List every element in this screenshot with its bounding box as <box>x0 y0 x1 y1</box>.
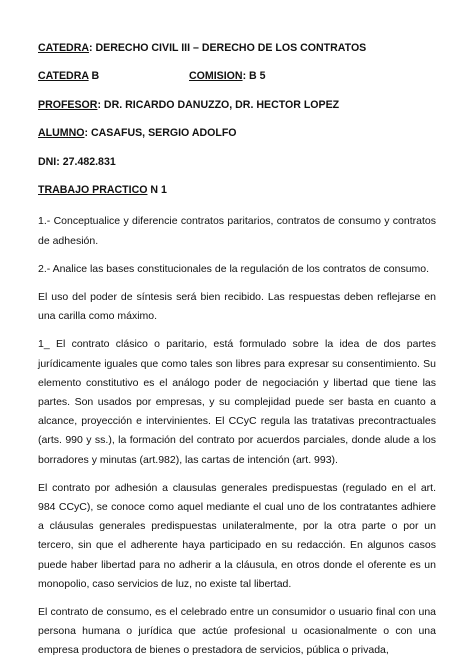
catedra-line <box>38 42 436 55</box>
comision-label: COMISION <box>189 70 243 83</box>
trabajo-value: N 1 <box>147 183 167 196</box>
profesor-value: : DR. RICARDO DANUZZO, DR. HECTOR LOPEZ <box>97 98 340 111</box>
answer-adhesion: El contrato por adhesión a clausulas generales predispuestas (regulado en el art. 984 CCyC), se conoce como aquel mediante el cual uno de los contratantes adhiere a cláusulas generales predispuestas unilateralmente, por la otra parte o por un tercero, sin que el adherente haya participado en su redacción. En algunos casos puede haber libertad para no adherir a la cláusula, en otros donde el oferente es un monopolio, caso servicios de luz, no existe tal libertad. <box>38 481 436 590</box>
catedra-value: : DERECHO CIVIL III – DERECHO DE LOS CONTRATOS <box>89 42 367 54</box>
catedra-label: CATEDRA <box>38 42 90 54</box>
document-page <box>38 42 436 661</box>
trabajo-label: TRABAJO PRACTICO <box>38 183 148 196</box>
alumno-line <box>38 127 436 140</box>
catedra-b-label: CATEDRA <box>38 70 89 83</box>
profesor-label: PROFESOR <box>38 98 98 111</box>
profesor-line <box>38 99 436 112</box>
comision-value: : B 5 <box>242 70 266 83</box>
question-2: 2.- Analice las bases constitucionales de la regulación de los contratos de consumo. <box>38 262 430 275</box>
synthesis-note: El uso del poder de síntesis será bien recibido. Las respuestas deben reflejarse en una carilla como máximo. <box>38 290 436 323</box>
trabajo-practico-line <box>38 184 436 197</box>
dni-line: DNI: 27.482.831 <box>38 155 116 168</box>
answer-consumo: El contrato de consumo, es el celebrado entre un consumidor o usuario final con una persona humana o jurídica que actúe profesional u ocasionalmente o con una empresa productora de bienes o prestadora de servicios, pública o privada, <box>38 606 436 657</box>
answer-paritario: 1_ El contrato clásico o paritario, está formulado sobre la idea de dos partes jurídicamente iguales que como tales son libres para expresar su consentimiento. Su elemento constitutivo es el análogo poder de negociación y libertad que tiene las partes. Son usados por empresas, y su complejidad puede ser basta en cuanto a alcance, proyección e intervinientes. El CCyC regula las tratativas precontractuales (arts. 990 y ss.), la formación del contrato por acuerdos parciales, donde alude a los borradores y minutas (art.982), las cartas de intención (art. 993). <box>38 338 436 466</box>
alumno-value: : CASAFUS, SERGIO ADOLFO <box>84 127 237 140</box>
alumno-label: ALUMNO <box>38 127 85 140</box>
catedra-comision-line <box>38 70 436 83</box>
question-1: 1.- Conceptualice y diferencie contratos paritarios, contratos de consumo y contratos de adhesión. <box>38 215 436 247</box>
catedra-b-value: B <box>88 70 100 83</box>
